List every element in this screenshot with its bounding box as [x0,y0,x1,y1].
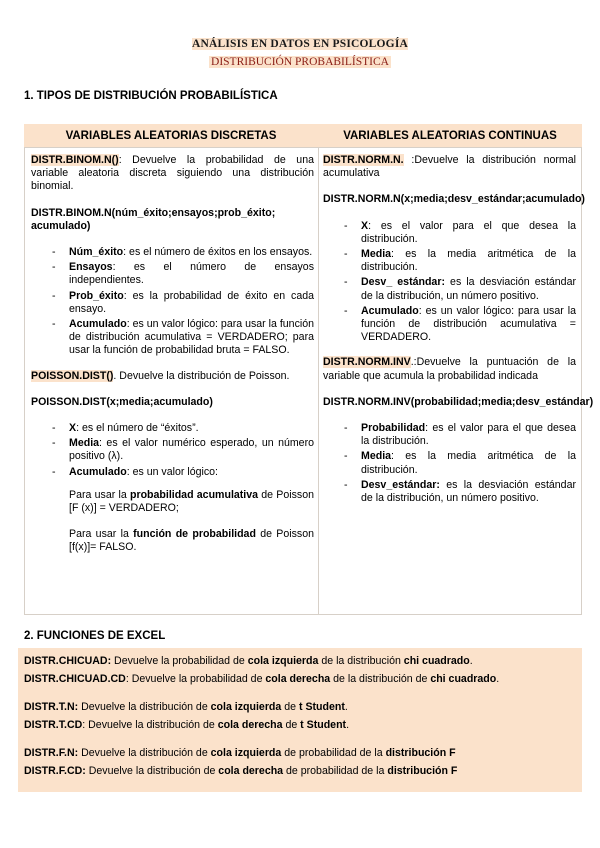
spacer [24,734,576,745]
function-row: DISTR.F.CD: Devuelve la distribución de cola derecha de probabilidad de la distribución F [24,764,458,777]
section-heading-types: 1. TIPOS DE DISTRIBUCIÓN PROBABILÍSTICA [24,90,278,102]
function-row: DISTR.CHICUAD: Devuelve la probabilidad de cola izquierda de la distribución chi cuadrado. [24,655,473,667]
binom-description: DISTR.BINOM.N(): Devuelve la probabilidad de una variable aleatoria discreta siguiendo una distribución binomial. [31,154,314,193]
list-item: - Media: es la media aritmética de la distribución. [361,248,576,274]
norm-inv-syntax: DISTR.NORM.INV(probabilidad;media;desv_estándar) [323,395,594,408]
list-item: - Media: es el valor numérico esperado, un número positivo (λ). [69,437,314,463]
list-item: - Núm_éxito: es el número de éxitos en los ensayos. [69,246,314,259]
function-name: DISTR.NORM.INV [323,356,411,369]
list-item: - Prob_éxito: es la probabilidad de éxito en cada ensayo. [69,290,314,316]
excel-functions-box [18,648,582,792]
list-item: - X: es el número de “éxitos”. [69,422,314,435]
poisson-parameter-list [31,422,314,479]
norm-syntax: DISTR.NORM.N(x;media;desv_estándar;acumulado) [323,193,585,206]
poisson-note-cumulative: Para usar la probabilidad acumulativa de Poisson [F (x)] = VERDADERO; [69,488,314,515]
list-item: - Acumulado: es un valor lógico: para usar la función de distribución acumulativa = VERDADERO. [361,305,576,345]
norm-inv-description: DISTR.NORM.INV.:Devuelve la puntuación de la variable que acumula la probabilidad indicada [323,356,576,382]
function-row: DISTR.T.CD: Devuelve la distribución de cola derecha de t Student. [24,718,350,731]
list-item: - Desv_ estándar: es la desviación estándar de la distribución, un número positivo. [361,276,576,302]
function-name: DISTR.NORM.N. [323,154,404,166]
document-title: ANÁLISIS EN DATOS EN PSICOLOGÍA [191,38,409,50]
list-item: - Acumulado: es un valor lógico: para usar la función de distribución acumulativa = VERDADERO; para usar la función de probabilidad bruta = FALSO. [69,318,314,358]
list-item: - Probabilidad: es el valor para el que desea la distribución. [361,422,576,448]
list-item: - Ensayos: es el número de ensayos independientes. [69,261,314,287]
document-subtitle: DISTRIBUCIÓN PROBABILÍSTICA [211,56,389,68]
section-heading-excel: 2. FUNCIONES DE EXCEL [24,630,166,642]
function-row: DISTR.CHICUAD.CD: Devuelve la probabilidad de cola derecha de la distribución de chi cuadrado. [24,672,500,685]
column-header-discrete: VARIABLES ALEATORIAS DISCRETAS [24,124,318,147]
norm-description: DISTR.NORM.N. :Devuelve la distribución normal acumulativa [323,154,576,180]
spacer [24,688,576,699]
function-name: DISTR.BINOM.N() [31,154,119,166]
poisson-description: POISSON.DIST(). Devuelve la distribución de Poisson. [31,369,290,382]
poisson-syntax: POISSON.DIST(x;media;acumulado) [31,395,213,408]
poisson-note-mass: Para usar la función de probabilidad de Poisson [f(x)]= FALSO. [69,528,314,554]
list-item: - Media: es la media aritmética de la distribución. [361,450,576,476]
discrete-column-content [31,154,314,568]
norm-inv-parameter-list [323,422,576,505]
column-header-continuous: VARIABLES ALEATORIAS CONTINUAS [318,124,582,147]
function-row: DISTR.F.N: Devuelve la distribución de cola izquierda de probabilidad de la distribución F [24,747,456,759]
binom-parameter-list [31,246,314,358]
list-item: - X: es el valor para el que desea la distribución. [361,220,576,246]
list-item: - Acumulado: es un valor lógico: [69,466,314,479]
function-name: POISSON.DIST() [31,369,114,382]
norm-parameter-list [323,220,576,345]
function-row: DISTR.T.N: Devuelve la distribución de cola izquierda de t Student. [24,701,348,713]
binom-syntax: DISTR.BINOM.N(núm_éxito;ensayos;prob_éxito; acumulado) [31,206,276,232]
list-item: - Desv_estándar: es la desviación estándar de la distribución, un número positivo. [361,479,576,505]
continuous-column-content [323,154,594,517]
